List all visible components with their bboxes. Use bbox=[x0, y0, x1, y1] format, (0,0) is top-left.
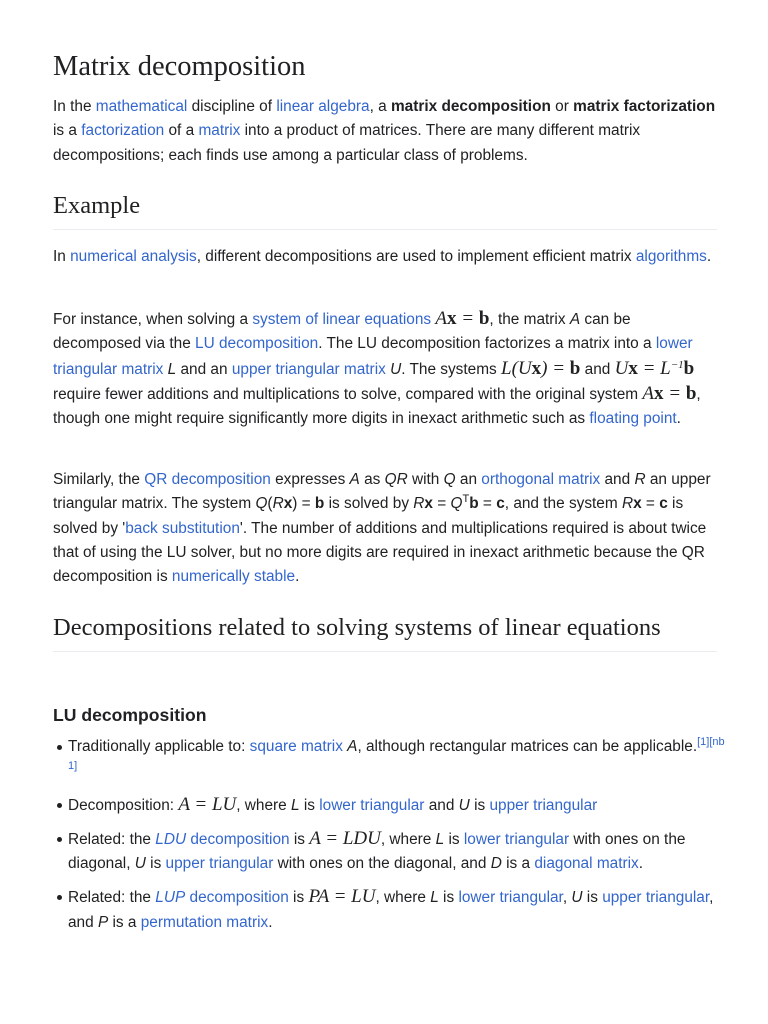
link-lower-triangular[interactable]: lower triangular bbox=[319, 796, 425, 814]
text: as bbox=[359, 471, 385, 488]
link-text: decomposition bbox=[186, 830, 290, 848]
bold-term: matrix decomposition bbox=[390, 98, 551, 115]
example-paragraph-2 bbox=[53, 307, 717, 431]
math-var: U bbox=[134, 855, 146, 873]
link-upper-triangular[interactable]: upper triangular bbox=[489, 796, 598, 814]
math-var: L bbox=[435, 830, 445, 848]
inline-equation: $Rx = Q^Tb = c$ bbox=[413, 493, 505, 513]
text: , and the system bbox=[504, 495, 622, 513]
math-var: U bbox=[571, 889, 583, 907]
link-linear-algebra[interactable]: linear algebra bbox=[276, 98, 370, 115]
text: , where bbox=[236, 796, 291, 814]
section-heading-linear-equations: Decompositions related to solving systems of linear equations bbox=[53, 614, 717, 652]
text: is bbox=[145, 855, 166, 873]
text: , where bbox=[380, 830, 436, 848]
list-item bbox=[68, 793, 732, 818]
text: In the bbox=[53, 98, 96, 115]
text: , different decompositions are used to implement efficient matrix bbox=[196, 248, 636, 265]
text: Decomposition: bbox=[68, 796, 179, 814]
text: . The systems bbox=[401, 360, 502, 378]
inline-equation: Q(Rx) = b bbox=[255, 495, 325, 513]
link-permutation-matrix[interactable]: permutation matrix bbox=[140, 913, 269, 931]
link-algorithms[interactable]: algorithms bbox=[635, 248, 707, 265]
text: , bbox=[562, 889, 572, 907]
math-formula-ax-b: Ax = b bbox=[642, 382, 697, 404]
math-var: A bbox=[347, 738, 358, 755]
text: expresses bbox=[270, 471, 350, 488]
link-lup-decomposition[interactable] bbox=[155, 889, 288, 906]
math-formula-a-lu: A = LU bbox=[178, 793, 237, 815]
text: require fewer additions and multiplications to solve, compared with the original system bbox=[53, 385, 643, 403]
example-paragraph-1 bbox=[53, 245, 717, 269]
math-formula-pa-lu: PA = LU bbox=[308, 886, 376, 908]
link-diagonal-matrix[interactable]: diagonal matrix bbox=[534, 855, 639, 873]
intro-paragraph bbox=[53, 95, 717, 168]
math-formula-ux-linv-b: $Ux = L^{-1}b$ bbox=[614, 357, 695, 379]
link-upper-triangular[interactable]: upper triangular bbox=[602, 889, 710, 907]
text: is bbox=[582, 889, 603, 907]
text: and bbox=[600, 471, 635, 488]
link-upper-triangular[interactable]: upper triangular bbox=[165, 855, 274, 873]
page-title: Matrix decomposition bbox=[53, 51, 306, 82]
lu-decomposition-list bbox=[53, 735, 732, 944]
link-lu-decomposition[interactable]: LU decomposition bbox=[195, 335, 319, 353]
text: . bbox=[676, 410, 681, 428]
text: is bbox=[444, 830, 464, 848]
link-numerical-analysis[interactable]: numerical analysis bbox=[70, 248, 197, 265]
text: and an bbox=[176, 360, 232, 378]
link-numerically-stable[interactable]: numerically stable bbox=[171, 568, 296, 586]
link-matrix[interactable]: matrix bbox=[198, 122, 241, 140]
text: In bbox=[53, 248, 71, 265]
math-var: U bbox=[390, 360, 402, 378]
link-mathematical[interactable]: mathematical bbox=[95, 98, 188, 115]
text: , though one might require significantly more digits in inexact arithmetic such as bbox=[53, 385, 701, 428]
math-var: A bbox=[349, 471, 360, 488]
text: . bbox=[638, 855, 643, 873]
math-var: U bbox=[458, 796, 470, 814]
link-ldu-decomposition[interactable] bbox=[155, 831, 289, 848]
text: Related: the bbox=[68, 889, 156, 907]
math-var: L bbox=[430, 889, 439, 907]
text: , and bbox=[68, 889, 714, 931]
text: Related: the bbox=[68, 830, 156, 848]
text: discipline of bbox=[187, 98, 277, 115]
text: is a bbox=[501, 855, 535, 873]
text: , although rectangular matrices can be applicable. bbox=[357, 738, 698, 755]
text: is bbox=[438, 889, 459, 907]
list-item bbox=[68, 885, 732, 935]
math-var: A bbox=[569, 311, 581, 328]
text: , where bbox=[375, 889, 431, 907]
text: with ones on the diagonal, and bbox=[273, 855, 491, 873]
text: . bbox=[295, 568, 300, 586]
link-text: decomposition bbox=[185, 889, 289, 907]
math-var: Q bbox=[443, 471, 456, 488]
text: and bbox=[580, 360, 615, 378]
math-formula-ax-b: Ax = b bbox=[435, 308, 490, 329]
text: an upper triangular matrix. The system bbox=[53, 471, 711, 513]
inline-equation: Rx = c bbox=[621, 495, 668, 513]
link-qr-decomposition[interactable]: QR decomposition bbox=[144, 471, 271, 488]
text: or bbox=[550, 98, 574, 115]
list-item bbox=[68, 735, 732, 784]
math-formula-l-ux-b: L(Ux) = b bbox=[501, 357, 581, 379]
math-var: QR bbox=[384, 471, 408, 488]
text: Traditionally applicable to: bbox=[68, 738, 250, 755]
link-system-of-linear-equations[interactable]: system of linear equations bbox=[252, 311, 432, 328]
link-factorization[interactable]: factorization bbox=[81, 122, 165, 140]
text: . bbox=[268, 913, 273, 931]
text: with ones on the diagonal, bbox=[68, 830, 686, 873]
math-var: R bbox=[634, 471, 646, 488]
section-heading-example: Example bbox=[53, 192, 717, 230]
example-paragraph-3 bbox=[53, 468, 717, 589]
list-item bbox=[68, 827, 732, 877]
math-var: L bbox=[290, 796, 300, 814]
text: can be decomposed via the bbox=[53, 311, 631, 353]
link-lower-triangular[interactable]: lower triangular bbox=[458, 889, 563, 907]
text: is bbox=[289, 830, 310, 848]
text: . The LU decomposition factorizes a matrix into a bbox=[318, 335, 656, 353]
math-var: D bbox=[490, 855, 502, 873]
text: is bbox=[288, 889, 309, 907]
text: , a bbox=[369, 98, 391, 115]
text: is bbox=[299, 796, 320, 814]
text: , the matrix bbox=[489, 311, 570, 328]
text: and bbox=[424, 796, 459, 814]
text: For instance, when solving a bbox=[53, 311, 253, 328]
bold-term: matrix factorization bbox=[573, 98, 716, 115]
math-var: L bbox=[167, 360, 177, 378]
text: an bbox=[455, 471, 482, 488]
link-lower-triangular-matrix[interactable]: lower triangular matrix bbox=[53, 335, 693, 378]
link-square-matrix[interactable]: square matrix bbox=[249, 738, 343, 755]
text: into a product of matrices. There are many different matrix decompositions; each finds use among a particular class of problems. bbox=[53, 122, 641, 164]
text: is a bbox=[53, 122, 82, 140]
reference-link[interactable]: [1][nb 1] bbox=[68, 736, 725, 773]
math-var: P bbox=[97, 913, 109, 931]
link-upper-triangular-matrix[interactable]: upper triangular matrix bbox=[231, 360, 386, 378]
link-floating-point[interactable]: floating point bbox=[589, 410, 677, 428]
text: is bbox=[469, 796, 490, 814]
text: . bbox=[706, 248, 712, 265]
text: Similarly, the bbox=[53, 471, 145, 488]
link-text: LUP bbox=[155, 889, 186, 907]
text: is a bbox=[108, 913, 141, 931]
text: with bbox=[407, 471, 444, 488]
text: is solved by bbox=[324, 495, 414, 513]
subsection-heading-lu: LU decomposition bbox=[53, 705, 207, 725]
text: is solved by ' bbox=[53, 495, 684, 537]
link-back-substitution[interactable]: back substitution bbox=[125, 519, 240, 537]
link-text: LDU bbox=[155, 830, 187, 848]
link-lower-triangular[interactable]: lower triangular bbox=[463, 830, 570, 848]
text: of a bbox=[164, 122, 199, 140]
math-formula-a-ldu: A = LDU bbox=[309, 827, 381, 849]
text: '. The number of additions and multiplications required is about twice that of using the LU solver, but no more digits are required in inexact arithmetic because the QR decomposition is bbox=[53, 519, 707, 586]
link-orthogonal-matrix[interactable]: orthogonal matrix bbox=[481, 471, 601, 488]
